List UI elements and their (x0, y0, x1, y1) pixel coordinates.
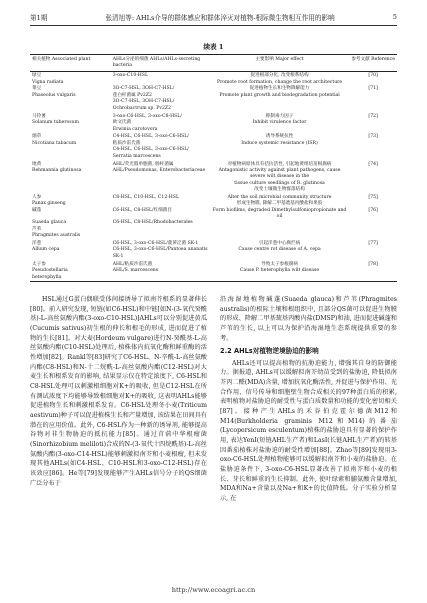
table-cell-effect: Antagonistic activity against plant pathogens, cause severe wilt disease in the (218, 168, 341, 180)
table-cell-effect (210, 274, 349, 281)
table-cell-plant: 菜豆 (32, 86, 42, 92)
table-cell-effect: 导致太子参根腐病 (261, 261, 298, 267)
table-cell-plant: heterophylla (32, 274, 62, 280)
table-row (30, 160, 397, 168)
table-cell-plant: Phaseolus vulgaris (32, 92, 76, 98)
table-cell-bacteria: Serratia marcescens (112, 153, 161, 159)
table-cell-bacteria: C6-HSL, C8-HSL/Rhodobacterales (112, 220, 193, 226)
table-cell-effect: 诱导系统抗性 (265, 134, 294, 140)
table-cell-bacteria: 莲白杆菌属 Pv2Z2 (112, 92, 152, 98)
table-cell-plant: 洋葱 (32, 240, 42, 246)
table-cell-bacteria: 3-oxo-C10-HSL (112, 73, 148, 79)
body-text (30, 295, 397, 504)
table-row (30, 168, 397, 180)
left-column (30, 295, 207, 504)
table-cell-bacteria: 3-oxo-C6-HSL, 3-oxo-C8-HSL/ (112, 113, 182, 119)
table-cell-plant: Phragmites australis (32, 233, 81, 239)
table-cell-bacteria: C6-HSL, C8-HSL/红细菌目 (112, 207, 172, 213)
paragraph: 沿海湿地植物碱蓬(Suaeda glauca)和芦苇(Phragmites australis)的根际土壤和根组织中, 且部分QS菌可以促进生物膜的形成、降解二甲基巯基丙酸内盐(DMSP)和油, 进而促进碱蓬和芦苇的生长, 以上可以为保护沿海湿地生态系统提供重要的参考。 (220, 295, 397, 342)
column-header: 参考文献 Reference (351, 57, 395, 62)
table-cell-bacteria: C6-HSL, 3-oxo-C6-HSL/菠萝泛菌 SK-1 (112, 240, 199, 246)
table-cell-bacteria: C8-HSL, C10-HSL, C12-HSL (112, 194, 180, 200)
table-cell-effect: Promote plant growth and biodegradation potential (219, 92, 340, 98)
table-cell-plant: 人参 (32, 194, 42, 200)
table-cell-effect: Induce systemic resistance (ISR) (241, 140, 318, 146)
page-number: 5 (392, 13, 397, 21)
table-cell-plant: 碱蓬 (32, 207, 42, 213)
page-header (30, 12, 397, 26)
table-body (30, 71, 397, 281)
table-cell-effect: tissue culture seedlings of R. glutinosa (234, 180, 325, 186)
table-cell-effect: 抑制毒力因子 (265, 113, 294, 119)
column-header: AHLs分泌的细菌 AHLs/AHLs-secreting bacteria (112, 57, 201, 68)
table-cell-plant: Nicotiana tabacum (32, 140, 77, 146)
table-cell-bacteria: 3O-C7-HSL, 3OH-C7-HSL/ (112, 86, 175, 92)
table-cell-plant: Solanum tuberosum (32, 120, 79, 126)
table-cell-plant: Pseudostellaria (32, 268, 68, 274)
table-cell-effect: 对植物病原体具有拮抗活性, 引起地黄组培苗根腐病 (227, 161, 332, 167)
table-cell-plant: 芦苇 (32, 226, 42, 232)
table-cell-effect: 改变土壤微生物群落结构 (254, 187, 305, 192)
table-cell-bacteria: Erwinia carotovora (112, 126, 158, 132)
table-cell-plant: Suaeda glauca (32, 220, 67, 226)
table-row (30, 274, 397, 281)
table-cell-bacteria: AHL/粘质沙雷氏菌 (112, 261, 153, 267)
issue-label: 第1期 (30, 14, 48, 22)
table-cell-ref: [71] (368, 86, 378, 92)
table-cell-bacteria: SK-1 (112, 253, 124, 259)
table-row (30, 193, 397, 201)
table-row (30, 133, 397, 141)
table-cell-bacteria: 3O-C7-HSL, 3OH-C7-HSL/ (112, 99, 175, 105)
table-cell-ref (349, 168, 397, 180)
table-cell-plant: Rehmannia glutinosa (32, 168, 82, 174)
table-cell-plant: Allium cepa (32, 247, 60, 253)
table-cell-effect: Alter the soil microbial community structure (227, 194, 332, 200)
table-cell-bacteria: Ochrobactrum sp. Pv2Z2 (112, 105, 172, 111)
table-cell-effect: Inhibit virulence factor (252, 120, 307, 126)
table-cell-bacteria: AHL/荧光假单胞菌, 肠杆菌属 (112, 161, 174, 167)
table-row (30, 239, 397, 247)
table-cell-plant: Vigna radiata (32, 79, 64, 85)
table-cell-ref: [75] (368, 194, 378, 200)
table-cell-bacteria: 粘质沙雷氏菌 (112, 140, 141, 146)
table-row (30, 260, 397, 268)
table-cell-bacteria: C4-HSL, C6-HSL, 3-oxo-C6-HSL/ (112, 147, 189, 153)
table-cell-ref: [73] (368, 134, 378, 140)
table-cell-bacteria: AHL/S. marcescens (112, 268, 159, 274)
column-header: 主要影响 Major effect (255, 57, 304, 62)
table-cell-ref: [70] (368, 73, 378, 79)
table-row (30, 112, 397, 120)
table-cell-ref: [72] (368, 113, 378, 119)
table-cell-bacteria: C4-HSL, C6-HSL, 3-oxo-C6-HSL/ (112, 134, 189, 140)
table-cell-effect: Promote root formation, change the root architecture (216, 79, 343, 85)
table-cell-effect: 引起洋葱中心腐烂病 (258, 240, 301, 246)
table-cell-bacteria: 欧文氏菌 (112, 120, 132, 126)
table-row (30, 208, 397, 220)
table-cell-ref: [77] (368, 240, 378, 246)
table-cell-plant: 绿豆 (32, 73, 42, 79)
table-cell-effect: 促进根部分化, 改变根系结构 (250, 73, 309, 79)
page (30, 12, 397, 504)
table-cell-bacteria: AHL/Pseudomonas, Enterobacteriaceae (112, 168, 206, 174)
table-cell-effect: Cause P. heterophylla wilt disease (239, 268, 320, 274)
table-cell-ref: [74] (368, 161, 378, 167)
table-cell-effect: Cause centre rot disease of A. cepa (238, 247, 321, 253)
table-cell-bacteria: C6-HSL, 3-oxo-C6-HSL/Pantoea ananatis (112, 247, 208, 253)
table-cell-plant: 烟草 (32, 134, 42, 140)
table-cell-plant: 地黄 (32, 161, 42, 167)
table-cell-plant: 马铃薯 (32, 113, 46, 119)
paragraph: AHLs还可以提高植物的抗胁迫能力, 增强其自身的防御能力。据报道, AHLs可以缓解拟南芥幼苗受到的盐胁迫, 降低拟南芥丙二醛(MDA)含量, 增加抗氧化酶活性, 并促进与保护作用、光合作用、信号传导和细胞壁生物合成相关的97种蛋白质的积累, 表明植物对盐胁迫的耐受性与蛋白质数量和功能的变化密切相关[87]。接种产生AHLs的禾谷伯克霍尔德菌M12和M14(Burkholderia graminis M12和M14)的番茄(Lycopersicum esculentum)植株的盐胁迫具有显著的保护作用, 表达YenI(短链AHL生产者)和LasI(长链AHL生产者)的转基因番茄植株对盐胁迫的耐受性增加[88]。Zhao等[89]发现用3-oxo-C6-HSL处理植物能够可以缓解拟南芥和小麦的盐胁迫。在盐胁迫条件下, 3-oxo-C6-HSL显著改善了拟南芥和小麦的根长、芽长和鲜重的生长抑制。此外, 使叶绿素和脯氨酸含量增加, MDA和Na+含量以及Na+和K+的比值降低。分子实验分析显示, 在 (220, 359, 397, 502)
table-cell-ref: [76] (368, 207, 378, 213)
paragraph: HSL通过G蛋白偶联受体间接诱导了拟南芥根系的显著伸长[80]。前人研究发现, 短链(如C6-HSL)和中链[如N-(3-氧代癸酰基)-L-高丝氨酸内酯(3-oxo-C10-HSL)]AHLs可以分别促进黄瓜(Cucumis sativus)初生根的伸长和根毛的形成, 进而促进了植物的生长[81]。对大麦(Hordeum vulgare)进行N-癸酰基-L-高丝氨酸内酯(C10-HSL)处理后, 植株体内抗氧化酶和鲜重酶的活性增加[82]。Rankl等[83]研究了C6-HSL、N-辛酰-L-高丝氨酸内酯(C8-HSL)和N-十二烷酰-L-高丝氨酸内酯(C12-HSL)对大麦生长和根系发育的影响, 结果显示仅在特定浓度下, C6-HSL和C8-HSL处理可以刺激根细胞对K+的吸收, 但是C12-HSL在所有测试浓度下均能够导致根细胞对K+的吸收, 这表明AHLs能够促进植物生长和刺激根系发育。C6-HSL处理冬小麦(Triticum aestivum)种子可以促进植株生长和产量增加, 该结果在田间具有潜在的应用价值。此外, C6-HSL作为一种新的诱导剂, 能够提高谷物对非生物胁迫的抵抗能力[85]。通过苜蓿中华根瘤菌(Sinorhizobium meliloti)合成的N-(3-氧代十四烷酰基)-L-高丝氨酸内酯(3-oxo-C14-HSL)能够刺激拟南芥和小麦根瘤, 但未发现其他AHLs(如C4-HSL、C10-HSL和3-oxo-C12-HSL)存在该效应[86]。He等[79]发现能够产生AHLs信号分子的QS细菌广泛分布于 (30, 295, 207, 487)
table-cell-bacteria (111, 274, 210, 281)
table-cell-effect: 促进植物生长和生物降解能力 (249, 86, 310, 92)
table-header-row (30, 55, 397, 72)
table-cell-plant: Panax ginseng (32, 201, 66, 207)
section-heading: 2.2 AHLs对植物逆境胁迫的影响 (220, 347, 319, 356)
table-title: 续表 1 (203, 43, 224, 51)
table-cell-effect: 形成生物膜, 降解二甲基巯基丙酸盐和果胶 (236, 201, 323, 207)
column-header: 相关植物 Associated plant (32, 57, 91, 62)
right-column (220, 295, 397, 504)
footer-url: http://www.ecoagri.ac.cn (171, 586, 256, 594)
table-cell-ref (349, 274, 397, 281)
table-cell-effect: Form biofilms, degraded Dimethylsulfoniopropionate and oil (212, 207, 347, 219)
table-cell-ref: [78] (368, 261, 378, 267)
data-table (30, 54, 397, 282)
running-title: 张清旭等: AHLs介导的群体感应和群体淬灭对植物-根际微生物相互作用的影响 (105, 14, 335, 22)
table-row (30, 71, 397, 79)
table-cell-plant: 太子参 (32, 261, 46, 267)
